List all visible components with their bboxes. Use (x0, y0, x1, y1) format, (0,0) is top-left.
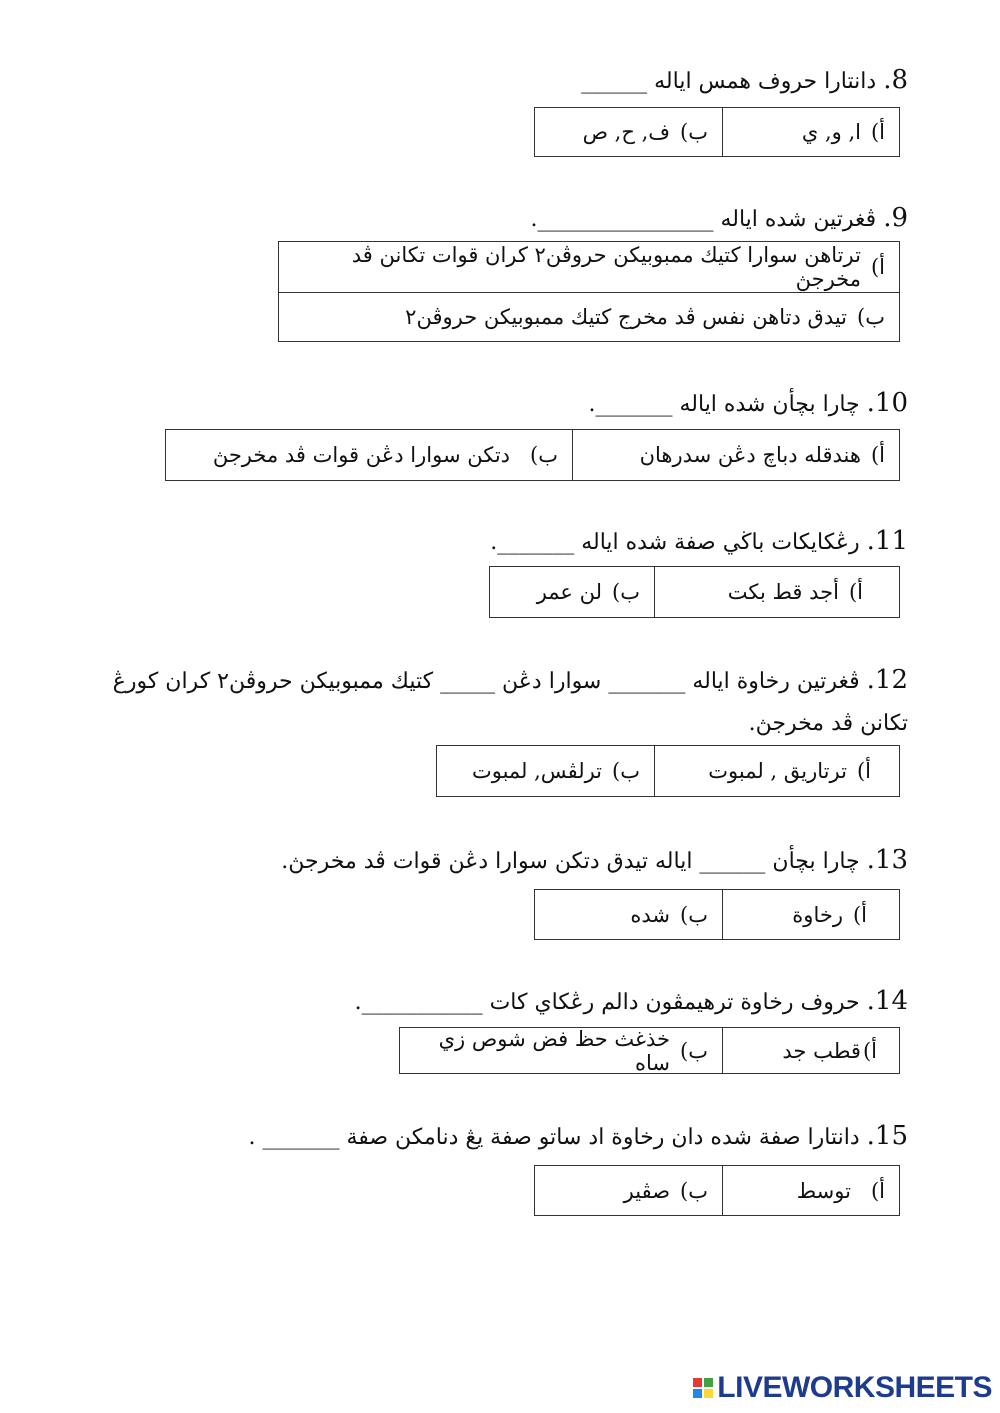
options-q8 (534, 107, 900, 157)
question-text: حروف رخاوة ترهيمڤون دالم رڠكاي كات ___________. (354, 990, 860, 1015)
option-b[interactable]: ب) لن عمر (490, 567, 655, 617)
question-text: ڤغرتين شده اياله ________________. (530, 207, 877, 232)
question-9: 9. ڤغرتين شده اياله ________________. (530, 203, 908, 233)
option-a[interactable]: أ) قطب جد (782, 1038, 877, 1063)
options-q14 (399, 1027, 900, 1074)
brand-name: LIVEWORKSHEETS (717, 1371, 992, 1404)
question-10: 10. چارا بچأن شده اياله _______. (588, 388, 908, 418)
question-11: 11. رڠكايكات باڬي صفة شده اياله _______. (490, 526, 908, 556)
options-q10 (165, 429, 900, 481)
question-15: 15. دانتارا صفة شده دان رخاوة اد ساتو صفة يڠ دنامكن صفة _______ . (248, 1121, 908, 1151)
option-a[interactable]: أ) هندقله دباچ دڠن سدرهان (639, 443, 885, 467)
question-14: 14. حروف رخاوة ترهيمڤون دالم رڠكاي كات ___________. (354, 986, 908, 1016)
question-8: 8. دانتارا حروف همس اياله ______ (581, 65, 908, 95)
option-a[interactable]: أ) توسط (796, 1178, 885, 1203)
option-a[interactable]: أ) ترتاهن سوارا كتيك ممبوبيكن حروڤن٢ كران قوات تكانن ڤد مخرجڽ (351, 243, 885, 291)
option-b[interactable]: ب) ترلڤس, لمبوت (437, 746, 655, 796)
option-a[interactable]: أ) أجد قط بكت (727, 580, 863, 604)
options-q15 (534, 1165, 900, 1216)
question-text: ڤغرتين رخاوة اياله _______ سوارا دڠن _____ كتيك ممبوبيكن حروڤن٢ كران كورڠ تكانن ڤد مخرجڽ. (112, 669, 908, 736)
liveworksheets-logo (693, 1371, 992, 1405)
logo-mark-icon (693, 1378, 713, 1398)
question-text: دانتارا صفة شده دان رخاوة اد ساتو صفة يڠ دنامكن صفة _______ . (248, 1125, 860, 1150)
question-text: چارا بچأن شده اياله _______. (588, 392, 860, 417)
options-q12 (436, 745, 900, 797)
question-13: 13. چارا بچأن ______ اياله تيدق دتكن سوارا دڠن قوات ڤد مخرجڽ. (281, 845, 908, 875)
options-q13 (534, 889, 900, 940)
option-b[interactable]: ب) صڤير (535, 1166, 723, 1215)
option-a[interactable]: أ) رخاوة (792, 902, 867, 927)
option-b[interactable]: ب) تيدق دتاهن نفس ڤد مخرج كتيك ممبوبيكن حروڤن٢ (279, 292, 899, 341)
option-b[interactable]: ب) خذغث حظ فض شوص زي ساه (400, 1028, 723, 1073)
option-b[interactable]: ب) ف, ح, ص (535, 108, 723, 156)
option-a[interactable]: أ) ترتاريق , لمبوت (708, 759, 871, 783)
question-text: رڠكايكات باڬي صفة شده اياله _______. (490, 530, 860, 555)
question-text: دانتارا حروف همس اياله ______ (581, 69, 877, 94)
options-q9 (278, 241, 900, 342)
option-b[interactable]: ب) دتكن سوارا دڠن قوات ڤد مخرجڽ (166, 430, 573, 480)
question-text: چارا بچأن ______ اياله تيدق دتكن سوارا دڠن قوات ڤد مخرجڽ. (281, 849, 860, 874)
options-q11 (489, 566, 900, 618)
question-12: 12. ڤغرتين رخاوة اياله _______ سوارا دڠن _____ كتيك ممبوبيكن حروڤن٢ كران كورڠ تكانن ڤد مخرجڽ. (112, 665, 908, 736)
option-b[interactable]: ب) شده (535, 890, 723, 939)
option-a[interactable]: أ) ا, و, ي (801, 120, 885, 144)
